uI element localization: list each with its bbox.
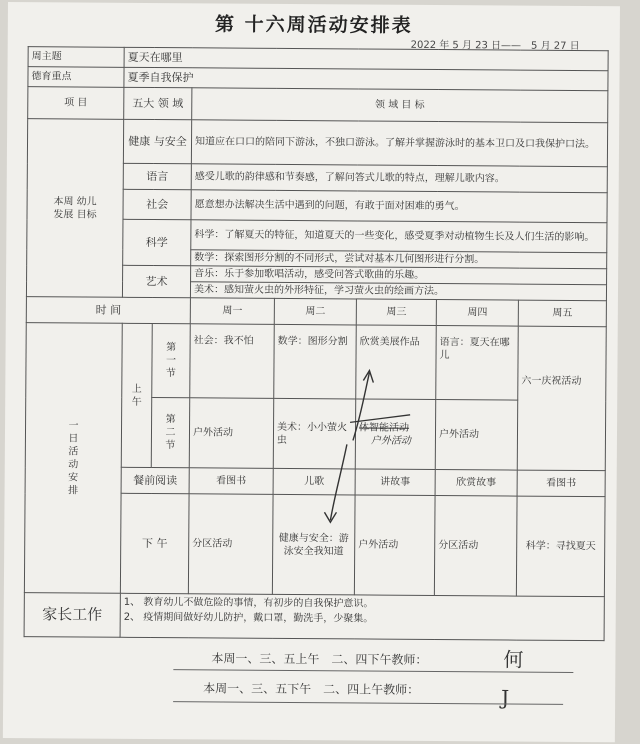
thu-period-2: 户外活动 [435, 399, 517, 470]
reading-label: 餐前阅读 [121, 467, 189, 493]
handwriting-marks [3, 2, 620, 742]
day-wed: 周三 [356, 299, 436, 326]
domain-science-text-2: 数学：探索图形分割的不同形式，尝试对基本几何图形进行分割。 [191, 250, 607, 269]
mon-afternoon: 分区活动 [188, 494, 273, 595]
header-item: 项 目 [28, 87, 124, 120]
moral-focus-value: 夏季自我保护 [124, 67, 608, 90]
tue-period-2: 美术：小小萤火虫 [273, 398, 355, 469]
wed-period-1: 欣赏美展作品 [356, 325, 437, 400]
fri-afternoon: 科学：寻找夏天 [516, 496, 605, 597]
header-goal: 领 域 目 标 [192, 88, 608, 123]
week-theme-value: 夏天在哪里 [124, 47, 608, 70]
morning-label: 上 午 [121, 323, 152, 467]
mon-reading: 看图书 [189, 468, 273, 495]
signature-line-1: 本周一、三、五上午 二、四下午教师： [211, 651, 428, 667]
parents-item-1: 1、 教育幼儿不做危险的事情，有初步的自我保护意识。 [123, 596, 374, 610]
moral-focus-label: 德育重点 [28, 67, 124, 88]
domain-science-text-1: 科学：了解夏天的特征，知道夏天的一些变化，感受夏季对动植物生长及人们生活的影响。 [191, 220, 607, 253]
tue-reading: 儿歌 [273, 468, 355, 495]
fri-reading: 看图书 [517, 470, 605, 497]
mon-period-2: 户外活动 [189, 398, 273, 469]
wed-afternoon: 户外活动 [354, 495, 435, 596]
domain-art-label: 艺术 [122, 265, 190, 297]
wed-reading: 讲故事 [355, 469, 435, 496]
page-title: 第 十六周活动安排表 [214, 13, 413, 37]
domain-health-label: 健康 与安全 [123, 119, 191, 163]
week-theme-label: 周主题 [28, 47, 124, 68]
afternoon-label: 下 午 [120, 493, 189, 593]
day-tue: 周二 [274, 298, 356, 325]
domain-language-text: 感受儿歌的韵律感和节奏感，了解问答式儿歌的特点，理解儿歌内容。 [191, 164, 607, 193]
domain-language-label: 语言 [123, 163, 191, 189]
daily-section-label: 一 日 活 动 安 排 [24, 323, 122, 594]
mon-period-1: 社会：我不怕 [190, 324, 275, 399]
thu-period-1: 语言：夏天在哪儿 [436, 325, 519, 400]
fri-morning: 六一庆祝活动 [517, 326, 606, 471]
signature-1: 何 [503, 647, 524, 672]
goals-section-label: 本周 幼儿 发展 目标 [26, 119, 123, 298]
header-domains: 五大 领 域 [124, 87, 192, 119]
signature-2: J [501, 685, 510, 710]
paper-sheet [3, 2, 620, 742]
domain-science-label: 科学 [123, 219, 191, 265]
thu-afternoon: 分区活动 [434, 495, 517, 596]
domain-society-label: 社会 [123, 189, 191, 219]
tue-afternoon: 健康与安全：游泳安全我知道 [272, 494, 355, 595]
wed-period-2-handwritten: 户外活动 [370, 435, 411, 447]
domain-art-text-2: 美术：感知萤火虫的外形特征，学习萤火虫的绘画方法。 [190, 282, 606, 301]
domain-society-text: 愿意想办法解决生活中遇到的问题，有敢于面对困难的勇气。 [191, 190, 607, 223]
tue-period-1: 数学：图形分割 [274, 324, 357, 399]
domain-health-text: 知道应在口口的陪同下游泳，不独口游泳。了解并掌握游泳时的基本卫口及口我保护口法。 [191, 120, 607, 167]
domain-art-text-1: 音乐：乐于参加歌唱活动，感受问答式歌曲的乐趣。 [191, 266, 607, 285]
parents-label: 家长工作 [24, 593, 120, 638]
signature-line-2: 本周一、三、五下午 二、四上午教师： [203, 681, 420, 697]
day-thu: 周四 [436, 299, 518, 326]
day-fri: 周五 [518, 300, 606, 327]
time-label: 时 间 [26, 297, 190, 324]
date-range: 2022 年 5 月 23 日—— 5 月 27 日 [410, 39, 580, 52]
thu-reading: 欣赏故事 [435, 469, 517, 496]
period-1-label: 第 一 节 [152, 324, 191, 398]
wed-period-2-original: 体智能活动 [358, 421, 410, 434]
day-mon: 周一 [190, 298, 274, 325]
period-2-label: 第 二 节 [151, 398, 189, 468]
parents-item-2: 2、 疫情期间做好幼儿防护，戴口罩，勤洗手，少聚集。 [123, 611, 374, 625]
